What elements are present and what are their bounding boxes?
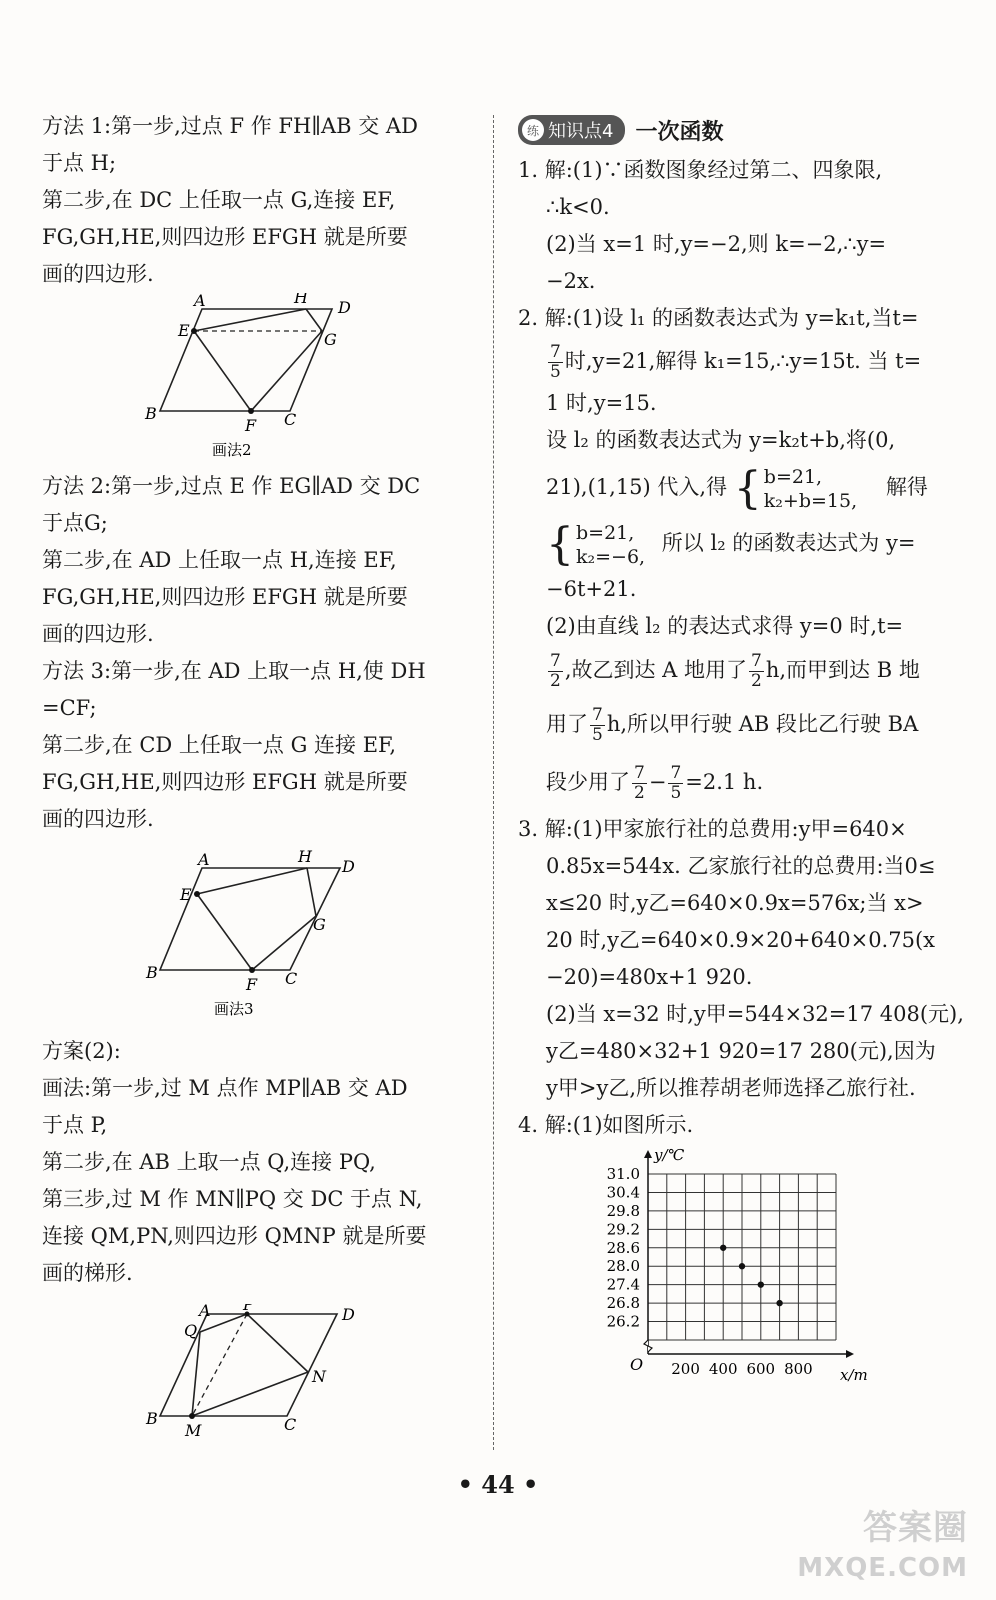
text-line: 20 时,y乙=640×0.9×20+640×0.75(x	[546, 928, 935, 952]
figure-caption: 画法3	[214, 1000, 254, 1018]
y-axis-label: y/℃	[654, 1146, 685, 1164]
x-axis-label: x/m	[840, 1366, 868, 1384]
left-column	[42, 108, 470, 1454]
text-line: −2x.	[546, 269, 596, 293]
label-h: H	[298, 847, 312, 866]
equation-system: { b=21, k₂=−6,	[546, 518, 646, 570]
text-line: 方案(2):	[42, 1039, 121, 1063]
watermark	[797, 1508, 968, 1588]
column-divider	[493, 115, 494, 1450]
y-tick-label: 27.4	[606, 1275, 640, 1294]
label-a: A	[198, 850, 210, 869]
label-g: G	[324, 330, 337, 349]
origin-label: O	[630, 1355, 644, 1374]
label-g: G	[313, 915, 326, 934]
section-badge	[518, 115, 625, 145]
fraction: $\frac{7}{5}$	[550, 342, 561, 382]
page-number: • 44 •	[457, 1470, 539, 1499]
text-line: x≤20 时,y乙=640×0.9x=576x;当 x>	[546, 891, 924, 915]
text-line: (2)当 x=32 时,y甲=544×32=17 408(元),	[546, 1002, 964, 1026]
text-line: 2. 解:(1)设 l₁ 的函数表达式为 y=k₁t,当t=	[518, 306, 919, 330]
text-line: 1. 解:(1)∵函数图象经过第二、四象限,	[518, 158, 883, 182]
text-line: 4. 解:(1)如图所示.	[518, 1113, 694, 1137]
label-a: A	[194, 293, 206, 310]
text-line: 0.85x=544x. 乙家旅行社的总费用:当0≤	[546, 854, 936, 878]
text-line: 用了 $\frac{7}{5}$ h,所以甲行驶 AB 段比乙行驶 BA	[546, 705, 919, 745]
text-line: FG,GH,HE,则四边形 EFGH 就是所要	[42, 585, 408, 609]
label-b: B	[146, 963, 158, 982]
trapezoid-diagram	[42, 1304, 470, 1454]
text-line: 第二步,在 AB 上取一点 Q,连接 PQ,	[42, 1150, 376, 1174]
label-d: D	[342, 857, 355, 876]
text-line: −20)=480x+1 920.	[546, 965, 753, 989]
x-tick-label: 800	[784, 1360, 813, 1378]
equation-system: { b=21, k₂+b=15,	[733, 462, 858, 514]
y-tick-label: 28.0	[606, 1257, 640, 1276]
text-line: 段少用了 $\frac{7}{2}$ − $\frac{7}{5}$ =2.1 h.	[546, 763, 764, 803]
y-tick-label: 26.2	[606, 1312, 640, 1331]
fraction: $\frac{7}{5}$	[592, 705, 603, 745]
text-line: $\frac{7}{5}$ 时,y=21,解得 k₁=15,∴y=15t. 当 t=	[550, 342, 922, 382]
text-line: =CF;	[42, 696, 97, 720]
label-d: D	[342, 1305, 355, 1324]
label-h: H	[294, 293, 308, 307]
text-line: 连接 QM,PN,则四边形 QMNP 就是所要	[42, 1224, 427, 1248]
y-tick-label: 26.8	[606, 1294, 640, 1313]
text-line: 画的四边形.	[42, 262, 154, 286]
axis-break	[644, 1340, 652, 1352]
text-line: 第二步,在 DC 上任取一点 G,连接 EF,	[42, 188, 396, 212]
text-line: FG,GH,HE,则四边形 EFGH 就是所要	[42, 770, 408, 794]
figure-method-2	[42, 293, 470, 488]
x-tick-label: 600	[746, 1360, 776, 1378]
text-line: 画的四边形.	[42, 622, 154, 646]
text-line: −6t+21.	[546, 577, 637, 601]
text-line: FG,GH,HE,则四边形 EFGH 就是所要	[42, 225, 408, 249]
y-tick-label: 29.8	[606, 1201, 640, 1220]
label-d: D	[338, 298, 351, 317]
text-line: 3. 解:(1)甲家旅行社的总费用:y甲=640×	[518, 817, 907, 841]
label-b: B	[146, 1409, 158, 1428]
x-axis-arrow	[846, 1350, 854, 1358]
figure-caption: 画法2	[212, 441, 252, 459]
fraction: $\frac{7}{2}$	[550, 651, 561, 691]
section-title: 一次函数	[635, 119, 724, 145]
data-point	[776, 1300, 782, 1306]
fraction: $\frac{7}{2}$	[751, 651, 762, 691]
data-point	[739, 1263, 745, 1269]
y-tick-label: 29.2	[606, 1220, 640, 1239]
text-line: 21),(1,15) 代入,得 { b=21, k₂+b=15, 解得	[546, 462, 928, 514]
text-line: (2)当 x=1 时,y=−2,则 k=−2,∴y=	[546, 232, 887, 256]
section-header	[518, 108, 970, 152]
label-f: F	[246, 975, 258, 994]
label-a: A	[199, 1304, 211, 1320]
badge-label: 知识点4	[548, 121, 614, 142]
text-line: 方法 3:第一步,在 AD 上取一点 H,使 DH	[42, 659, 426, 683]
data-point	[720, 1245, 726, 1251]
y-tick-label: 30.4	[606, 1183, 640, 1202]
data-point	[758, 1281, 764, 1287]
y-axis-arrow	[644, 1150, 652, 1158]
text-line: 第二步,在 CD 上任取一点 G 连接 EF,	[42, 733, 397, 757]
x-tick-label: 400	[708, 1360, 738, 1378]
text-line: y乙=480×32+1 920=17 280(元),因为	[546, 1039, 936, 1063]
label-m: M	[185, 1421, 202, 1440]
temperature-chart	[518, 1144, 970, 1384]
text-line: $\frac{7}{2}$ ,故乙到达 A 地用了 $\frac{7}{2}$ h,而甲到达 B 地	[550, 651, 920, 691]
text-line: 方法 2:第一步,过点 E 作 EG∥AD 交 DC	[42, 474, 421, 498]
parallelogram-diagram	[42, 293, 470, 465]
text-line: y甲>y乙,所以推荐胡老师选择乙旅行社.	[546, 1076, 916, 1100]
text-line: 方法 1:第一步,过点 F 作 FH∥AB 交 AD	[42, 114, 418, 138]
label-c: C	[284, 410, 297, 429]
fraction: $\frac{7}{5}$	[670, 763, 682, 803]
text-line: 设 l₂ 的函数表达式为 y=k₂t+b,将(0,	[546, 428, 896, 452]
text-line: ∴k<0.	[546, 195, 610, 219]
label-f: F	[245, 416, 257, 435]
right-column	[518, 108, 970, 1388]
label-b: B	[145, 404, 157, 423]
parallelogram-diagram	[42, 838, 470, 1028]
text-line: 第二步,在 AD 上任取一点 H,连接 EF,	[42, 548, 397, 572]
text-line: 于点 P,	[42, 1113, 108, 1137]
label-c: C	[284, 1415, 297, 1434]
fraction: $\frac{7}{2}$	[634, 763, 645, 803]
text-line: 画的梯形.	[42, 1261, 133, 1285]
text-line: 于点 H;	[42, 151, 117, 175]
label-n: N	[312, 1367, 326, 1386]
watermark-logo: 答案圈	[863, 1508, 968, 1548]
watermark-url: MXQE.COM	[797, 1553, 968, 1583]
y-tick-label: 31.0	[606, 1165, 640, 1183]
text-line: 画法:第一步,过 M 点作 MP∥AB 交 AD	[42, 1076, 408, 1100]
text-line: { b=21, k₂=−6, 所以 l₂ 的函数表达式为 y=	[546, 518, 916, 570]
figure-method-3	[42, 838, 470, 1033]
text-line: 于点G;	[42, 511, 108, 535]
practice-icon: 练	[522, 119, 544, 141]
label-e: E	[178, 321, 190, 340]
label-c: C	[285, 969, 298, 988]
label-p: P	[243, 1304, 254, 1314]
text-line: 第三步,过 M 作 MN∥PQ 交 DC 于点 N,	[42, 1187, 423, 1211]
label-q: Q	[184, 1321, 198, 1340]
label-e: E	[180, 885, 192, 904]
text-line: 画的四边形.	[42, 807, 154, 831]
x-tick-label: 200	[671, 1360, 700, 1378]
text-line: 1 时,y=15.	[546, 391, 657, 415]
y-tick-label: 28.6	[606, 1238, 640, 1257]
figure-trapezoid	[42, 1304, 470, 1454]
text-line: (2)由直线 l₂ 的表达式求得 y=0 时,t=	[546, 614, 904, 638]
